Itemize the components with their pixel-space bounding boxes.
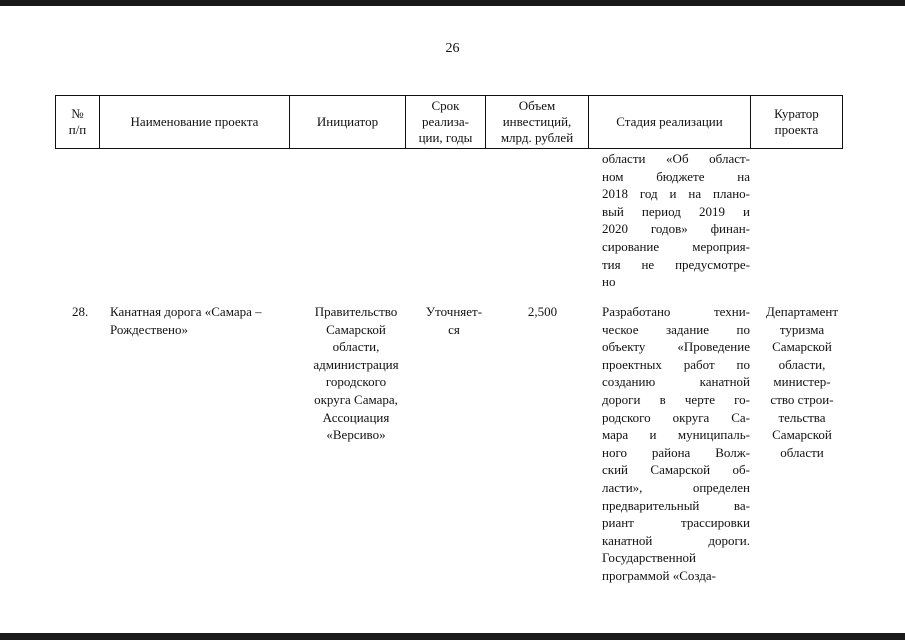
scan-bottom-edge <box>0 633 905 640</box>
text-line: области <box>780 444 824 460</box>
text-line: канатной дороги. <box>602 532 750 548</box>
text-line: Канатная дорога «Самара – <box>110 304 262 319</box>
text-line: программой «Созда- <box>602 567 717 583</box>
text-line: администрация <box>313 356 399 372</box>
text-line: ного района Волж- <box>602 444 750 460</box>
header-col-project-name: Наименование проекта <box>100 96 290 149</box>
text-line: ческое задание по <box>602 321 750 337</box>
scan-top-edge <box>0 0 905 6</box>
implementation-stage <box>602 303 750 585</box>
text-line: министер- <box>773 374 831 390</box>
text-line: области, <box>778 356 826 372</box>
implementation-term <box>416 303 492 338</box>
header-col-curator: Куратор проекта <box>751 96 843 149</box>
text-line: ном бюджете на <box>602 168 750 184</box>
row-number: 28. <box>72 304 89 319</box>
header-col-stage: Стадия реализации <box>589 96 751 149</box>
text-line: созданию канатной <box>602 374 750 390</box>
text-line: Самарской <box>326 321 386 337</box>
text-line: Самарской <box>772 427 832 443</box>
text-line: 2018 год и на плано- <box>602 186 750 202</box>
header-col-initiator: Инициатор <box>290 96 406 149</box>
text-line: «Версиво» <box>326 427 386 443</box>
text-line: риант трассировки <box>602 515 750 531</box>
text-line: родского округа Са- <box>602 409 750 425</box>
header-col-number: № п/п <box>56 96 100 149</box>
text-line: ство строи- <box>770 391 834 407</box>
text-line: тия не предусмотре- <box>602 256 750 272</box>
header-col-investment: Объем инвестиций, млрд. рублей <box>486 96 589 149</box>
text-line: Ассоциация <box>322 409 390 425</box>
text-line: дороги в черте го- <box>602 391 750 407</box>
header-col-term: Срок реализа- ции, годы <box>406 96 486 149</box>
text-line: сирование мероприя- <box>602 238 750 254</box>
text-line: Департамент <box>765 304 839 319</box>
text-line: ский Самарской об- <box>602 462 750 478</box>
text-line: Государственной <box>602 550 697 566</box>
text-line: Самарской <box>772 339 832 355</box>
text-line: проектных работ по <box>602 356 750 372</box>
text-line: но <box>602 274 616 290</box>
text-line: области «Об област- <box>602 151 750 166</box>
text-line: тельства <box>778 409 826 425</box>
continued-stage-text <box>602 150 750 291</box>
text-line: туризма <box>779 321 825 337</box>
text-line: вый период 2019 и <box>602 203 750 219</box>
text-line: предварительный ва- <box>602 497 750 513</box>
investment-volume: 2,500 <box>527 304 558 319</box>
text-line: округа Самара, <box>314 391 398 407</box>
table-header <box>55 95 843 149</box>
text-line: области, <box>332 339 380 355</box>
text-line: ся <box>448 321 460 337</box>
page-number: 26 <box>445 41 460 56</box>
text-line: Рождествено» <box>110 321 189 337</box>
text-line: городского <box>325 374 387 390</box>
project-curator <box>756 303 848 461</box>
text-line: объекту «Проведение <box>602 339 750 355</box>
text-line: Разработано техни- <box>602 304 750 319</box>
text-line: Правительство <box>314 304 398 319</box>
project-name <box>110 303 298 338</box>
text-line: Уточняет- <box>425 304 483 319</box>
text-line: мара и муниципаль- <box>602 427 750 443</box>
text-line: 2020 годов» финан- <box>602 221 750 237</box>
header-row <box>56 96 843 149</box>
initiator <box>300 303 412 444</box>
text-line: ласти», определен <box>602 479 750 495</box>
